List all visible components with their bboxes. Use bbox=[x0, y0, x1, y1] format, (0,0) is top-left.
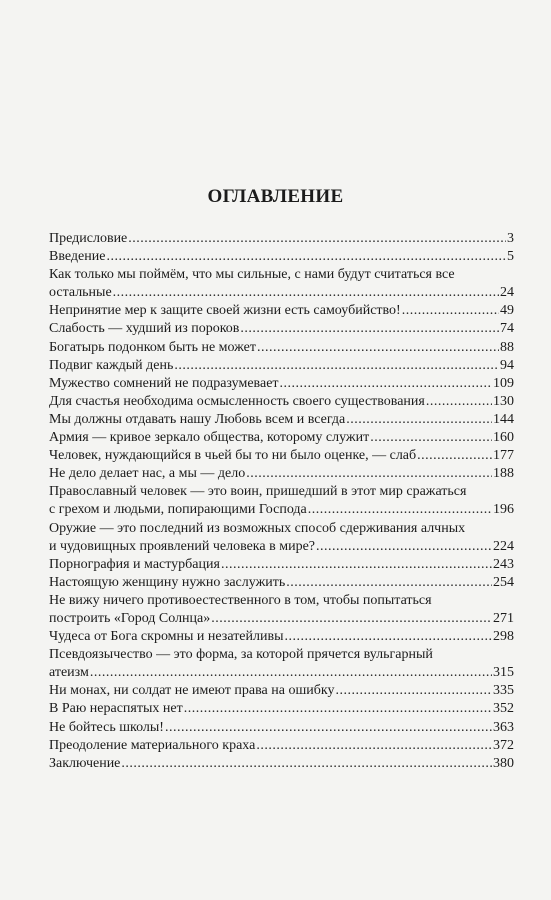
entry-title: Непринятие мер к защите своей жизни есть самоубийство! bbox=[49, 303, 401, 319]
entry-title: В Раю нераспятых нет bbox=[49, 701, 183, 717]
toc-entry bbox=[49, 556, 514, 574]
entry-title-line1: Как только мы поймём, что мы сильные, с нами будут считаться все bbox=[49, 267, 455, 283]
dot-leader bbox=[346, 411, 492, 429]
entry-page: 144 bbox=[493, 411, 514, 427]
entry-title: Мужество сомнений не подразумевает bbox=[49, 375, 279, 391]
entry-title: Порнография и мастурбация bbox=[49, 556, 220, 572]
entry-page: 196 bbox=[493, 502, 514, 518]
toc-entry bbox=[49, 628, 514, 646]
entry-title: и чудовищных проявлений человека в мире? bbox=[49, 538, 315, 554]
entry-title-line1: Не вижу ничего противоестественного в том, чтобы попытаться bbox=[49, 592, 432, 608]
dot-leader bbox=[246, 465, 492, 483]
entry-page: 130 bbox=[493, 393, 514, 409]
toc-entry bbox=[49, 700, 514, 718]
dot-leader bbox=[308, 501, 492, 519]
entry-title: остальные bbox=[49, 285, 112, 301]
entry-title: Введение bbox=[49, 249, 106, 265]
toc-entry bbox=[49, 737, 514, 755]
entry-page: 380 bbox=[493, 755, 514, 771]
toc-entry bbox=[49, 393, 514, 411]
entry-page: 94 bbox=[500, 357, 514, 373]
toc-entry bbox=[49, 320, 514, 338]
entry-title: Не бойтесь школы! bbox=[49, 719, 164, 735]
entry-title: Преодоление материального краха bbox=[49, 737, 256, 753]
dot-leader bbox=[211, 610, 492, 628]
entry-title: Настоящую женщину нужно заслужить bbox=[49, 574, 286, 590]
entry-page: 243 bbox=[493, 556, 514, 572]
entry-title: Человек, нуждающийся в чьей бы то ни было оценке, — слаб bbox=[49, 448, 417, 464]
entry-page: 188 bbox=[493, 466, 514, 482]
toc-entry bbox=[49, 520, 514, 556]
toc-entry bbox=[49, 682, 514, 700]
entry-page: 49 bbox=[500, 303, 514, 319]
entry-page: 177 bbox=[493, 448, 514, 464]
toc-entry bbox=[49, 574, 514, 592]
toc-entry bbox=[49, 266, 514, 302]
entry-title: Слабость — худший из пороков bbox=[49, 321, 240, 337]
dot-leader bbox=[286, 574, 492, 592]
entry-page: 372 bbox=[493, 737, 514, 753]
dot-leader bbox=[221, 556, 492, 574]
entry-title: Не дело делает нас, а мы — дело bbox=[49, 466, 246, 482]
entry-title: Ни монах, ни солдат не имеют права на ошибку bbox=[49, 683, 335, 699]
entry-title: Мы должны отдавать нашу Любовь всем и всегда bbox=[49, 411, 346, 427]
toc-entry bbox=[49, 302, 514, 320]
dot-leader bbox=[106, 248, 506, 266]
entry-title-line1: Оружие — это последний из возможных способ сдерживания алчных bbox=[49, 520, 466, 536]
toc-entry bbox=[49, 465, 514, 483]
entry-page: 352 bbox=[493, 701, 514, 717]
toc-entry bbox=[49, 357, 514, 375]
entry-title: построить «Город Солнца» bbox=[49, 610, 211, 626]
dot-leader bbox=[280, 375, 492, 393]
entry-title: Заключение bbox=[49, 755, 121, 771]
dot-leader bbox=[174, 357, 499, 375]
entry-title: Чудеса от Бога скромны и незатейливы bbox=[49, 629, 284, 645]
entry-page: 74 bbox=[500, 321, 514, 337]
toc-entry bbox=[49, 592, 514, 628]
entry-page: 315 bbox=[493, 665, 514, 681]
toc-entry bbox=[49, 339, 514, 357]
entry-page: 109 bbox=[493, 375, 514, 391]
entry-page: 24 bbox=[500, 285, 514, 301]
toc-heading: ОГЛАВЛЕНИЕ bbox=[207, 186, 344, 207]
dot-leader bbox=[257, 339, 499, 357]
entry-page: 298 bbox=[493, 629, 514, 645]
entry-page: 160 bbox=[493, 430, 514, 446]
dot-leader bbox=[370, 429, 492, 447]
dot-leader bbox=[113, 284, 499, 302]
entry-title-line1: Псевдоязычество — это форма, за которой прячется вульгарный bbox=[49, 647, 433, 663]
entry-title: атеизм bbox=[49, 665, 89, 681]
dot-leader bbox=[256, 737, 492, 755]
dot-leader bbox=[335, 682, 492, 700]
entry-page: 224 bbox=[493, 538, 514, 554]
entry-page: 271 bbox=[493, 610, 514, 626]
dot-leader bbox=[402, 302, 499, 320]
dot-leader bbox=[165, 719, 492, 737]
dot-leader bbox=[426, 393, 492, 411]
entry-title: Подвиг каждый день bbox=[49, 357, 174, 373]
toc-entry bbox=[49, 483, 514, 519]
toc-entry bbox=[49, 411, 514, 429]
entry-page: 88 bbox=[500, 339, 514, 355]
entry-title: Армия — кривое зеркало общества, которому служит bbox=[49, 430, 370, 446]
entry-title: Предисловие bbox=[49, 231, 128, 246]
entry-page: 254 bbox=[493, 574, 514, 590]
toc-entry bbox=[49, 447, 514, 465]
toc-entry bbox=[49, 230, 514, 248]
entry-title: Для счастья необходима осмысленность своего существования bbox=[49, 393, 425, 409]
dot-leader bbox=[240, 320, 499, 338]
toc-entry bbox=[49, 719, 514, 737]
dot-leader bbox=[285, 628, 492, 646]
toc-entry bbox=[49, 429, 514, 447]
dot-leader bbox=[184, 700, 492, 718]
entry-title: Богатырь подонком быть не может bbox=[49, 339, 256, 355]
dot-leader bbox=[128, 230, 506, 248]
entry-page: 363 bbox=[493, 719, 514, 735]
table-of-contents bbox=[49, 230, 514, 773]
dot-leader bbox=[121, 755, 492, 773]
dot-leader bbox=[316, 538, 492, 556]
entry-title: с грехом и людьми, попирающими Господа bbox=[49, 502, 307, 518]
dot-leader bbox=[90, 664, 492, 682]
toc-entry bbox=[49, 755, 514, 773]
toc-entry bbox=[49, 375, 514, 393]
toc-entry bbox=[49, 248, 514, 266]
dot-leader bbox=[417, 447, 492, 465]
entry-page: 3 bbox=[507, 231, 514, 246]
toc-entry bbox=[49, 646, 514, 682]
entry-title-line1: Православный человек — это воин, пришедший в этот мир сражаться bbox=[49, 484, 467, 500]
entry-page: 335 bbox=[493, 683, 514, 699]
entry-page: 5 bbox=[507, 249, 514, 265]
